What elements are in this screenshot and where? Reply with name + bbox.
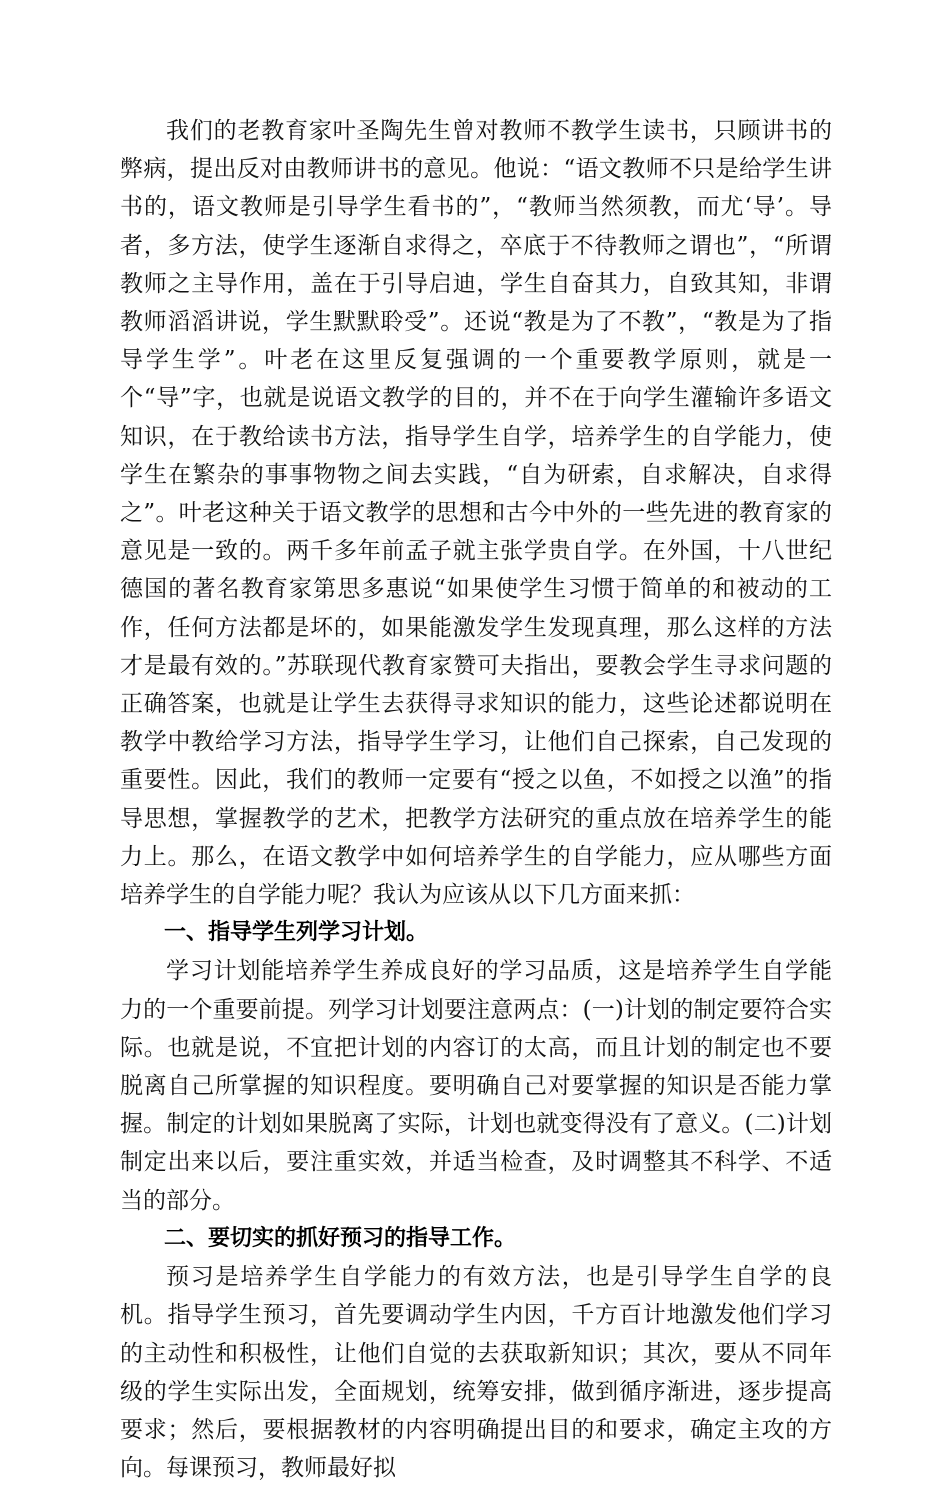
section-2-paragraph: 预习是培养学生自学能力的有效方法，也是引导学生自学的良机。指导学生预习，首先要调动学生内因，千方百计地激发他们学习的主动性和积极性，让他们自觉的去获取新知识；其次，要从不同年级的学生实际出发，全面规划，统筹安排，做到循序渐进，逐步提高要求；然后，要根据教材的内容明确提出目的和要求，确定主攻的方向。每课预习，教师最好拟 bbox=[120, 1264, 832, 1482]
section-1-paragraph: 学习计划能培养学生养成良好的学习品质，这是培养学生自学能力的一个重要前提。列学习计划要注意两点：(一)计划的制定要符合实际。也就是说，不宜把计划的内容订的太高，而且计划的制定也不要脱离自己所掌握的知识程度。要明确自己对要掌握的知识是否能力掌握。制定的计划如果脱离了实际，计划也就变得没有了意义。(二)计划制定出来以后，要注重实效，并适当检查，及时调整其不科学、不适当的部分。 bbox=[120, 958, 832, 1214]
document-page bbox=[120, 112, 832, 1487]
intro-paragraph: 我们的老教育家叶圣陶先生曾对教师不教学生读书，只顾讲书的弊病，提出反对由教师讲书的意见。他说：“语文教师不只是给学生讲书的，语文教师是引导学生看书的”，“教师当然须教，而尤‘导’。导者，多方法，使学生逐渐自求得之，卒底于不待教师之谓也”，“所谓教师之主导作用，盖在于引导启迪，学生自奋其力，自致其知，非谓教师滔滔讲说，学生默默聆受”。还说“教是为了不教”，“教是为了指导学生学”。叶老在这里反复强调的一个重要教学原则，就是一个“导”字，也就是说语文教学的目的，并不在于向学生灌输许多语文知识，在于教给读书方法，指导学生自学，培养学生的自学能力，使学生在繁杂的事事物物之间去实践，“自为研索，自求解决，自求得之”。叶老这种关于语文教学的思想和古今中外的一些先进的教育家的意见是一致的。两千多年前孟子就主张学贵自学。在外国，十八世纪德国的著名教育家第思多惠说“如果使学生习惯于简单的和被动的工作，任何方法都是坏的，如果能激发学生发现真理，那么这样的方法才是最有效的。”苏联现代教育家赞可夫指出，要教会学生寻求问题的正确答案，也就是让学生去获得寻求知识的能力，这些论述都说明在教学中教给学习方法，指导学生学习，让他们自己探索，自己发现的重要性。因此，我们的教师一定要有“授之以鱼，不如授之以渔”的指导思想，掌握教学的艺术，把教学方法研究的重点放在培养学生的能力上。那么，在语文教学中如何培养学生的自学能力，应从哪些方面培养学生的自学能力呢？我认为应该从以下几方面来抓： bbox=[120, 118, 832, 909]
section-2-heading: 二、要切实的抓好预习的指导工作。 bbox=[164, 1225, 517, 1251]
section-1-heading: 一、指导学生列学习计划。 bbox=[164, 920, 429, 946]
